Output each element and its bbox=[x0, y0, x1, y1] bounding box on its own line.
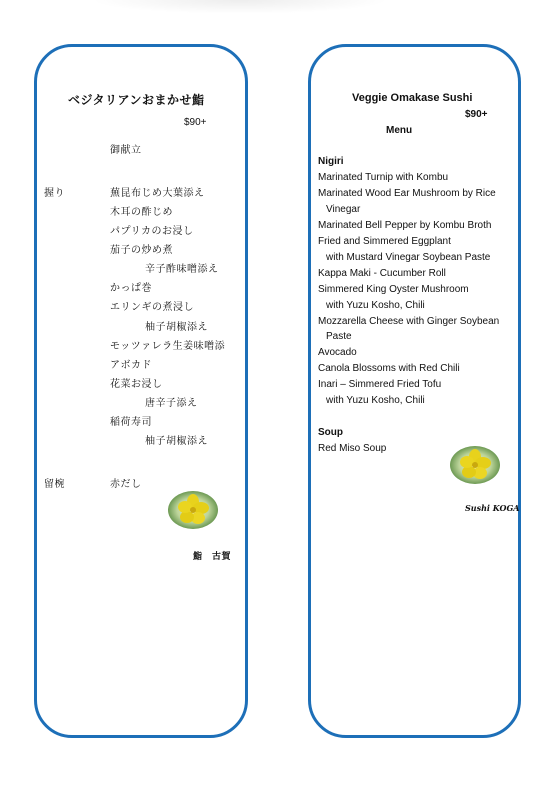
en-menu-label: Menu bbox=[386, 125, 413, 136]
en-line-10: Mozzarella Cheese with Ginger Soybean bbox=[318, 316, 500, 327]
jp-item-6-sub: 柚子胡椒添え bbox=[145, 322, 208, 333]
en-line-13: Canola Blossoms with Red Chili bbox=[318, 363, 460, 374]
en-signature: Sushi KOGA bbox=[465, 503, 520, 513]
en-nigiri-heading: Nigiri bbox=[318, 156, 344, 167]
jp-item-8: アボカド bbox=[110, 360, 152, 371]
en-menu-title: Veggie Omakase Sushi bbox=[352, 92, 473, 104]
jp-item-3: パプリカのお浸し bbox=[110, 226, 194, 237]
en-line-14: Inari – Simmered Fried Tofu bbox=[318, 379, 442, 390]
en-line-5: Fried and Simmered Eggplant bbox=[318, 236, 451, 247]
en-line-15: with Yuzu Kosho, Chili bbox=[326, 395, 425, 406]
jp-item-6: エリンギの煮浸し bbox=[110, 302, 194, 313]
en-soup: Red Miso Soup bbox=[318, 443, 387, 454]
en-line-3: Vinegar bbox=[326, 204, 361, 215]
jp-menu-price: $90+ bbox=[184, 117, 207, 128]
jp-menu-title: ベジタリアンおまかせ鮨 bbox=[68, 93, 205, 107]
jp-soup: 赤だし bbox=[110, 479, 142, 490]
jp-kondate-label: 御献立 bbox=[110, 145, 142, 156]
en-soup-heading: Soup bbox=[318, 427, 343, 438]
en-line-9: with Yuzu Kosho, Chili bbox=[326, 300, 425, 311]
jp-item-4-sub: 辛子酢味噌添え bbox=[145, 264, 219, 275]
jp-signature: 鮨 古賀 bbox=[193, 552, 232, 562]
jp-item-4: 茄子の炒め煮 bbox=[110, 245, 173, 256]
top-shadow bbox=[90, 0, 390, 14]
en-line-6: with Mustard Vinegar Soybean Paste bbox=[326, 252, 491, 263]
jp-item-9: 花菜お浸し bbox=[110, 379, 163, 390]
jp-soup-label: 留椀 bbox=[44, 479, 65, 490]
en-line-2: Marinated Wood Ear Mushroom by Rice bbox=[318, 188, 496, 199]
en-menu-price: $90+ bbox=[465, 109, 488, 120]
en-line-7: Kappa Maki - Cucumber Roll bbox=[318, 268, 446, 279]
jp-item-5: かっぱ巻 bbox=[110, 283, 152, 294]
en-line-8: Simmered King Oyster Mushroom bbox=[318, 284, 469, 295]
jp-item-2: 木耳の酢じめ bbox=[110, 207, 173, 218]
en-line-12: Avocado bbox=[318, 347, 357, 358]
en-line-4: Marinated Bell Pepper by Kombu Broth bbox=[318, 220, 492, 231]
english-menu-card bbox=[308, 44, 521, 738]
jp-item-1: 蕪昆布じめ大葉添え bbox=[110, 188, 205, 199]
en-line-11: Paste bbox=[326, 331, 352, 342]
jp-item-9-sub: 唐辛子添え bbox=[145, 398, 198, 409]
jp-item-7: モッツァレラ生姜味噌添 bbox=[110, 341, 226, 352]
cucumber-flower-icon bbox=[450, 446, 500, 484]
cucumber-flower-icon bbox=[168, 491, 218, 529]
jp-nigiri-label: 握り bbox=[44, 188, 65, 199]
en-line-1: Marinated Turnip with Kombu bbox=[318, 172, 449, 183]
jp-item-10: 稲荷寿司 bbox=[110, 417, 152, 428]
jp-item-10-sub: 柚子胡椒添え bbox=[145, 436, 208, 447]
